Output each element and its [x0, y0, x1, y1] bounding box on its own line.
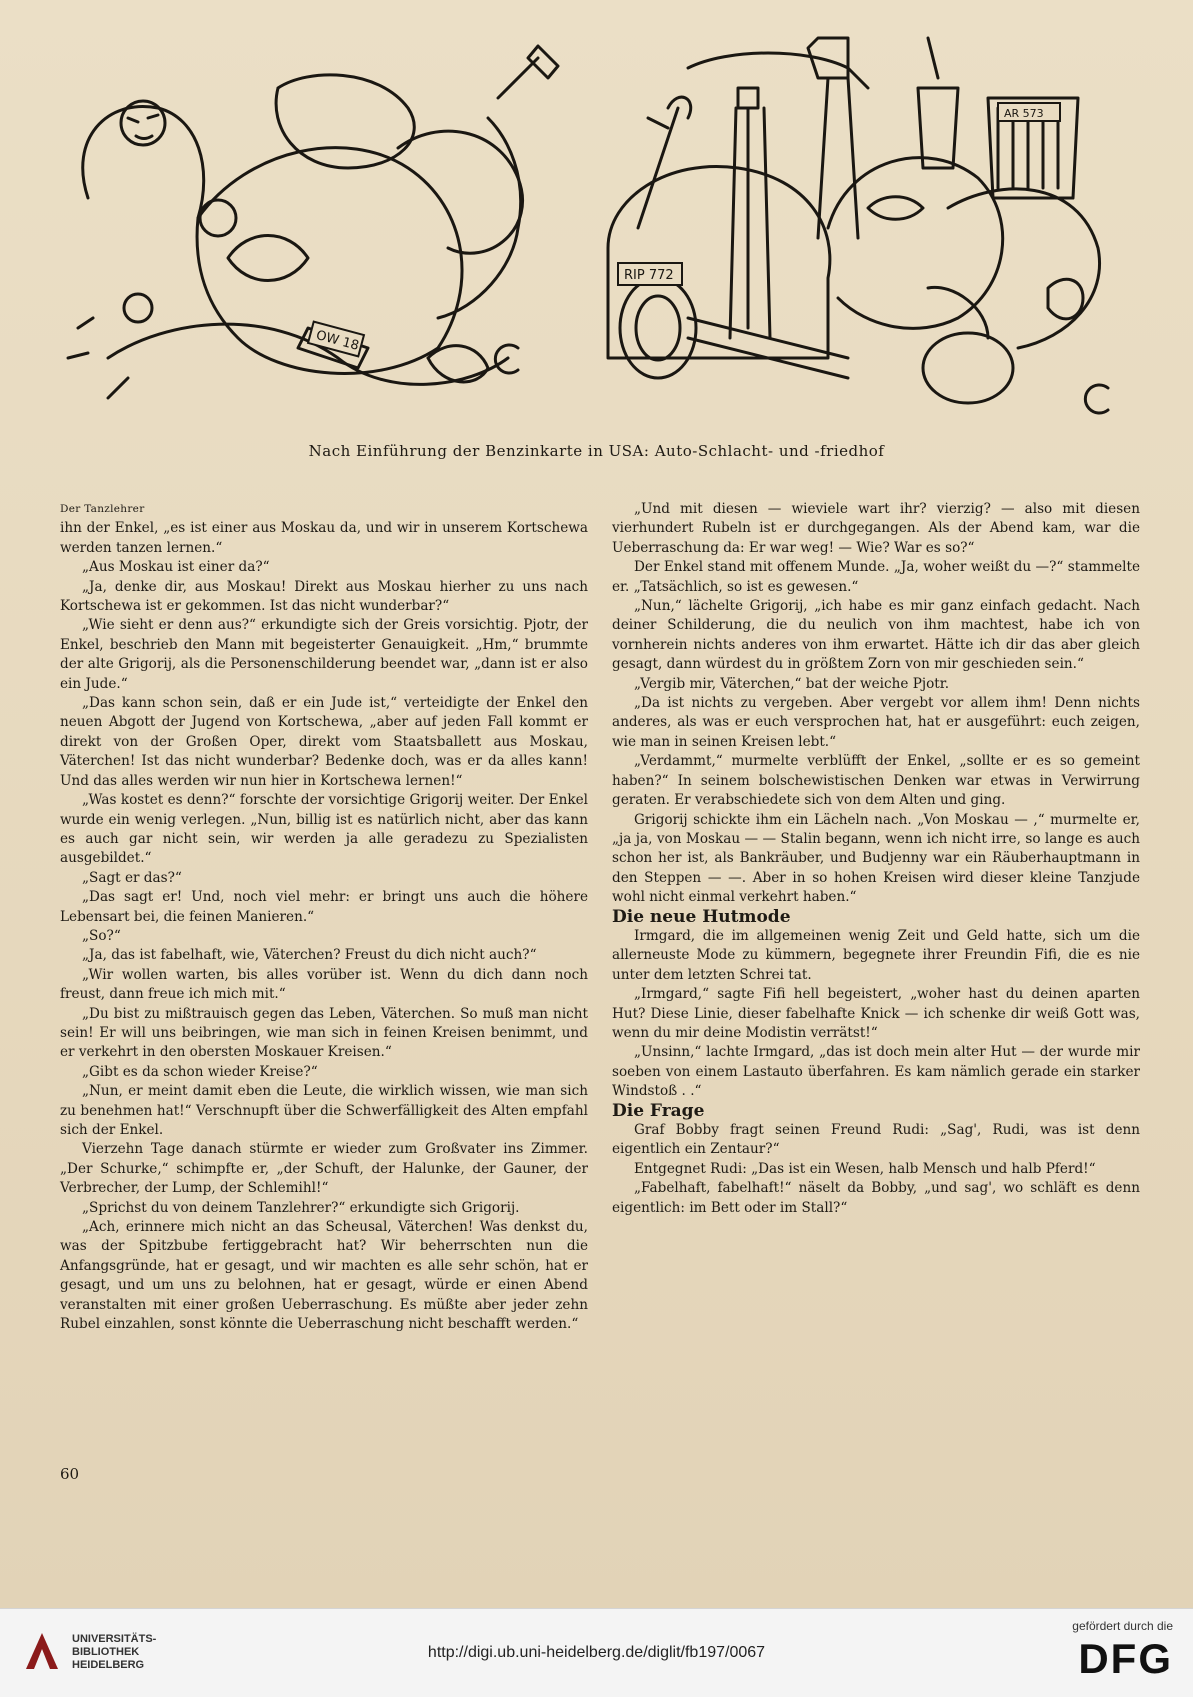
paragraph: „Unsinn,“ lachte Irmgard, „das ist doch mein alter Hut — der wurde mir soeben von einem Lastauto überfahren. Es kam nämlich gerade ein starker Windstoß . .“: [612, 1044, 1140, 1100]
library-name-line: HEIDELBERG: [72, 1658, 145, 1671]
paragraph: „Was kostet es denn?“ forschte der vorsichtige Grigorij weiter. Der Enkel wurde ein wenig verlegen. „Nun, billig ist es natürlich nicht, aber das kann es auch gar nicht sein, wir werden ja alle geradezu zu Spezialisten ausgebildet.“: [60, 792, 588, 867]
paragraph: „Du bist zu mißtrauisch gegen das Leben, Väterchen. So muß man nicht sein! Er will uns beibringen, wie man sich in feinen Kreisen benimmt, und er verkehrt in den obersten Moskauer Kreisen.“: [60, 1005, 588, 1061]
paragraph: „Ach, erinnere mich nicht an das Scheusal, Väterchen! Was denkst du, was der Spitzbube fertiggebracht hat? Wir beherrschten nun die Anfangsgründe, hat er gesagt, und wir machten es alle sehr schön, hat er gesagt, und um uns zu belohnen, hat er gesagt, würde er einen Abend veranstalten mit einer großen Ueberraschung. Es müßte aber jeder zehn Rubel einzahlen, sonst könnte die Ueberraschung nicht beschafft werden.“: [60, 1219, 588, 1333]
section-title-hutmode: Die neue Hutmode: [612, 906, 791, 927]
paragraph: „Wie sieht er denn aus?“ erkundigte sich der Greis vorsichtig. Pjotr, der Enkel, beschrieb den Mann mit begeisterter Genauigkeit. „Hm,“ brummte der alte Grigorij, als die Personenschilderung beendet war, „dann ist er also ein Jude.“: [60, 617, 588, 692]
dfg-funding[interactable]: [1072, 1619, 1173, 1683]
paragraph: „Sagt er das?“: [82, 869, 182, 886]
paragraph: „Das sagt er! Und, noch viel mehr: er bringt uns auch die höhere Lebensart bei, die feinen Manieren.“: [60, 889, 588, 925]
paragraph: „Sprichst du von deinem Tanzlehrer?“ erkundigte sich Grigorij.: [82, 1199, 520, 1216]
permalink-url[interactable]: http://digi.ub.uni-heidelberg.de/diglit/fb197/0067: [427, 1644, 766, 1661]
library-name-line: BIBLIOTHEK: [72, 1645, 140, 1658]
paragraph: „Nun, er meint damit eben die Leute, die wirklich wissen, wie man sich zu benehmen hat!“ Verschnupft über die Schwerfälligkeit des Alten empfahl sich der Enkel.: [60, 1083, 588, 1138]
paragraph: ihn der Enkel, „es ist einer aus Moskau da, und wir in unserem Kortschewa werden tanzen lernen.“: [60, 520, 588, 556]
cartoon-illustration: [48, 28, 1148, 428]
left-column: [60, 500, 588, 1334]
paragraph: „Da ist nichts zu vergeben. Aber vergebt vor allem ihm! Denn nichts anderes, als was er euch versprochen hat, hat er ausgeführt: euch zeigen, wie man in seinen Kreisen lebt.“: [612, 695, 1140, 750]
paragraph: Grigorij schickte ihm ein Lächeln nach. „Von Moskau — ,“ murmelte er, „ja ja, von Moskau — — Stalin begann, wenn ich nicht irre, so lange es auch schon her ist, als Bankräuber, und Budjenny war ein Räuberhauptmann in den Steppen — —. Aber in so hohen Kreisen wird dieser kleine Tanzjude wohl nicht einmal verkehrt haben.“: [612, 811, 1140, 906]
paragraph: „Gibt es da schon wieder Kreise?“: [82, 1063, 318, 1080]
section-title-frage: Die Frage: [612, 1100, 705, 1121]
paragraph: Entgegnet Rudi: „Das ist ein Wesen, halb Mensch und halb Pferd!“: [634, 1160, 1096, 1177]
plate-left: OW 18: [314, 328, 361, 354]
paragraph: Irmgard, die im allgemeinen wenig Zeit und Geld hatte, sich um die allerneuste Mode zu kümmern, begegnete ihrer Freundin Fifi, die es nie unter dem letzten Schrei tat.: [612, 927, 1140, 983]
paragraph: „Aus Moskau ist einer da?“: [82, 559, 270, 576]
paragraph: „Wir wollen warten, bis alles vorüber ist. Wenn du dich dann noch freust, dann freue ich mich mit.“: [60, 966, 588, 1003]
paragraph: „Nun,“ lächelte Grigorij, „ich habe es mir ganz einfach gedacht. Nach deiner Schilderung, die du neulich von ihm machtest, habe ich von vornherein nichts anderes von ihm erwartet. Hätte ich dir das aber gleich gesagt, dann würdest du in größtem Zorn von mir geschieden sein.“: [612, 598, 1140, 673]
paragraph: „Das kann schon sein, daß er ein Jude ist,“ verteidigte der Enkel den neuen Abgott der Jugend von Kortschewa, „aber auf jeden Fall kommt er direkt von der Großen Oper, direkt vom Staatsballett aus Moskau, Väterchen! Ist das nicht wunderbar? Bedenke doch, was er da alles kann! Und das alles werden wir nun hier in Kortschewa lernen!“: [60, 695, 588, 789]
page-number: 60: [60, 1465, 80, 1483]
right-column: [612, 500, 1140, 1218]
library-name-line: UNIVERSITÄTS-: [72, 1632, 157, 1645]
dfg-logo: DFG: [1078, 1635, 1173, 1682]
paragraph: „Und mit diesen — wieviele wart ihr? vierzig? — also mit diesen vierhundert Rubeln ist er durchgegangen. Als der Abend kam, war die Ueberraschung da: Er war weg! — Wie? War es so?“: [612, 501, 1140, 556]
paragraph: „Irmgard,“ sagte Fifi hell begeistert, „woher hast du deinen aparten Hut? Diese Linie, dieser fabelhafte Knick — ich schenke dir weiß Gott was, wenn du mir deine Modistin verrätst!“: [612, 986, 1140, 1041]
paragraph: Graf Bobby fragt seinen Freund Rudi: „Sag', Rudi, was ist denn eigentlich ein Zentaur?“: [612, 1122, 1140, 1158]
paragraph: „Vergib mir, Väterchen,“ bat der weiche Pjotr.: [634, 675, 950, 692]
paragraph: „Ja, das ist fabelhaft, wie, Väterchen? Freust du dich nicht auch?“: [82, 947, 537, 964]
paragraph: Der Enkel stand mit offenem Munde. „Ja, woher weißt du —?“ stammelte er. „Tatsächlich, so ist es gewesen.“: [612, 559, 1140, 595]
story-heading: Der Tanzlehrer: [60, 503, 145, 515]
illustration-caption: Nach Einführung der Benzinkarte in USA: Auto-Schlacht- und -friedhof: [308, 442, 885, 460]
paragraph: „Verdammt,“ murmelte verblüfft der Enkel, „sollte er es so gemeint haben?“ In seinem bolschewistischen Denken war etwas in Verwirrung geraten. Er verabschiedete sich von dem Alten und ging.: [612, 753, 1140, 809]
paragraph: „Fabelhaft, fabelhaft!“ näselt da Bobby, „und sag', wo schläft es denn eigentlich: im Bett oder im Stall?“: [612, 1180, 1140, 1216]
paragraph: „So?“: [82, 927, 121, 944]
paragraph: „Ja, denke dir, aus Moskau! Direkt aus Moskau hierher zu uns nach Kortschewa ist er gekommen. Ist das nicht wunderbar?“: [60, 578, 588, 615]
funded-by-label: gefördert durch die: [1072, 1619, 1173, 1633]
plate-right: AR 573: [1004, 107, 1044, 120]
paragraph: Vierzehn Tage danach stürmte er wieder zum Großvater ins Zimmer. „Der Schurke,“ schimpfte er, „der Schuft, der Halunke, der Gauner, der Verbrecher, der Lump, der Schlemihl!“: [60, 1141, 588, 1197]
plate-middle: RIP 772: [624, 268, 674, 283]
viewer-footer: [0, 1608, 1193, 1697]
